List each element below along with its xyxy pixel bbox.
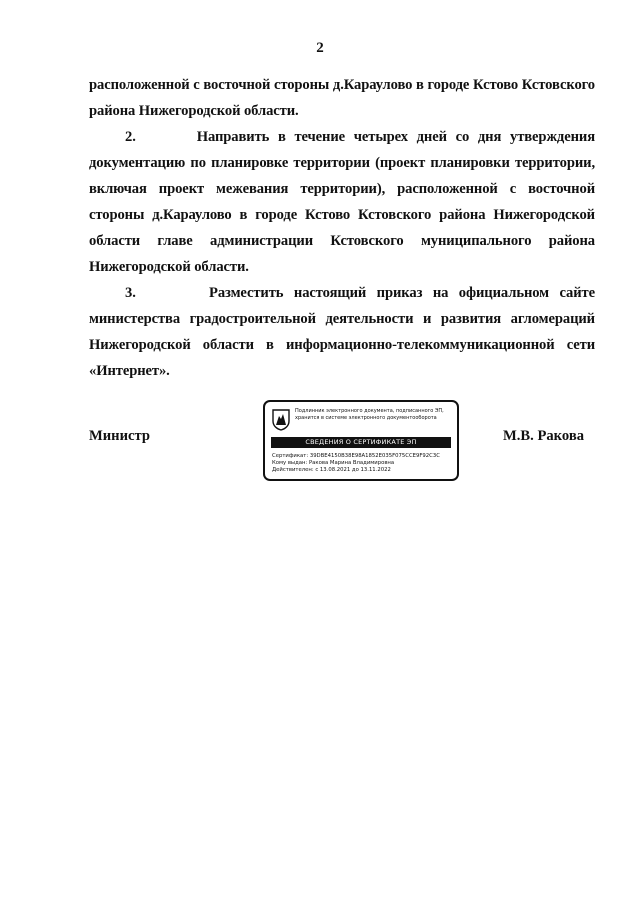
signatory-name: М.В. Ракова	[503, 428, 584, 444]
electronic-signature-stamp	[263, 400, 459, 481]
stamp-header: СВЕДЕНИЯ О СЕРТИФИКАТЕ ЭП	[271, 437, 451, 448]
order-text	[89, 72, 595, 384]
signatory-role: Министр	[89, 428, 150, 444]
paragraph-continuation: расположенной с восточной стороны д.Караулово в городе Кстово Кстовского района Нижегородской области.	[89, 77, 595, 119]
page-number: 2	[316, 40, 324, 56]
paragraph-item-2: 2. Направить в течение четырех дней со дня утверждения документацию по планировке территории (проект планировки территории, включая проект межевания территории), расположенной с восточной стороны д.Караулово в городе Кстово Кстовского района Нижегородской области главе администрации Кстовского муниципального района Нижегородской области.	[89, 129, 595, 275]
stamp-note: Подлинник электронного документа, подписанного ЭП, хранится в системе электронного документооборота	[295, 408, 444, 421]
certificate-validity: Действителен: с 13.08.2021 до 13.11.2022	[272, 466, 391, 473]
coat-of-arms-icon	[272, 409, 290, 431]
certificate-number: Сертификат: 39DBE4150B38E98A1852E035F075CCE9F92C3C	[272, 453, 440, 459]
stamp-details	[272, 453, 456, 473]
paragraph-item-3: 3. Разместить настоящий приказ на официальном сайте министерства градостроительной деятельности и развития агломераций Нижегородской области в информационно-телекоммуникационной сети «Интернет».	[89, 285, 595, 379]
certificate-owner: Кому выдан: Ракова Марина Владимировна	[272, 459, 395, 466]
